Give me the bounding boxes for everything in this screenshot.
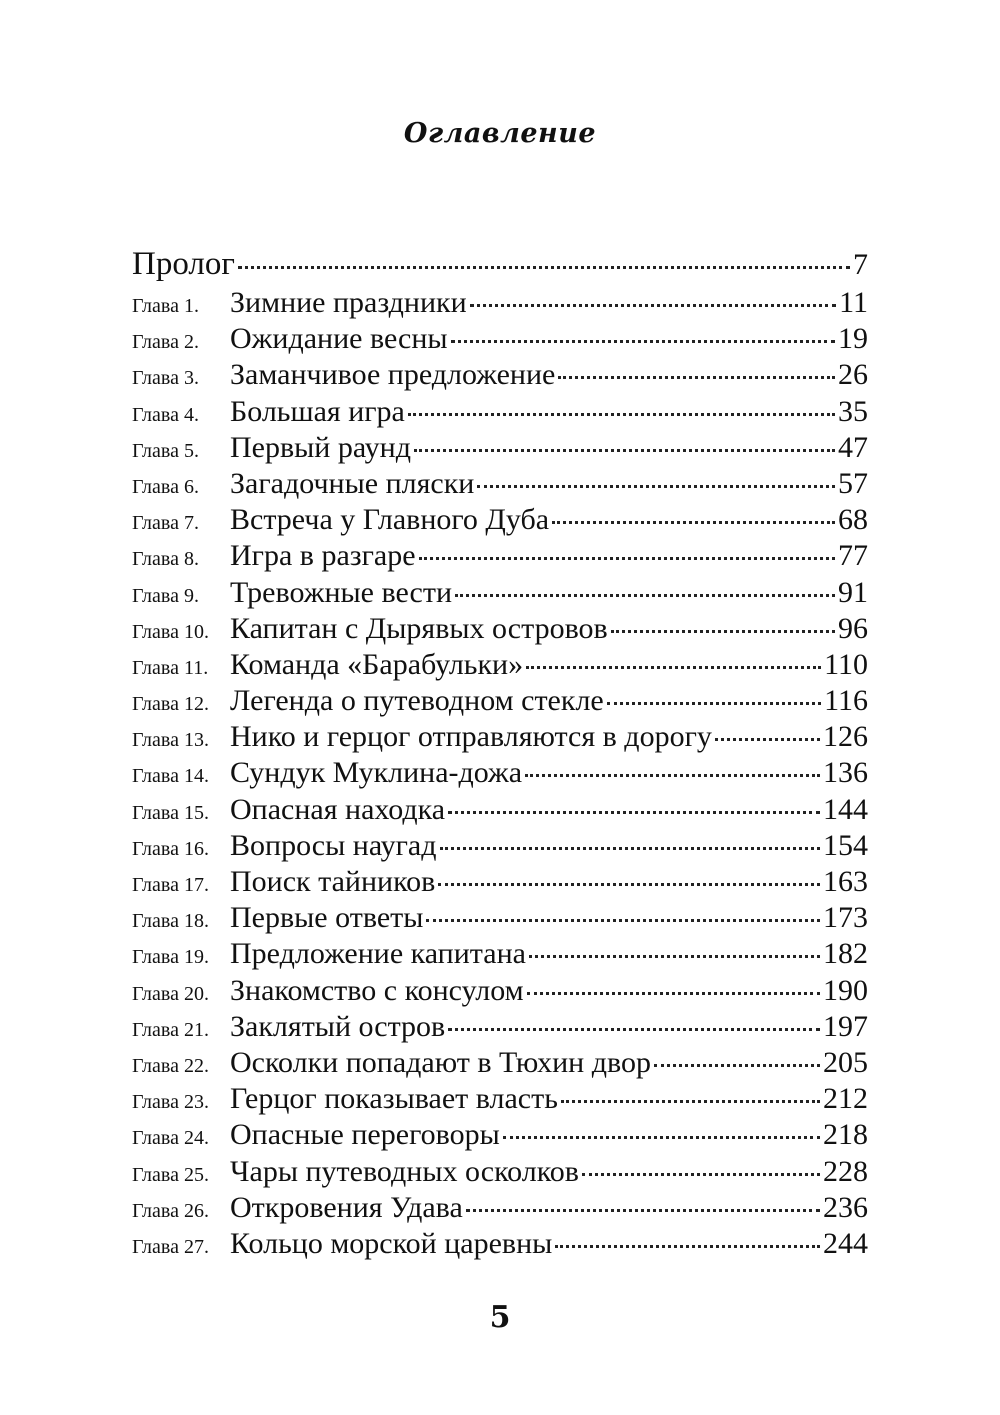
toc-entry-page: 182 bbox=[823, 937, 868, 971]
toc-entry-page: 96 bbox=[838, 611, 868, 645]
chapter-list bbox=[132, 286, 868, 1263]
toc-entry-page: 144 bbox=[823, 792, 868, 826]
toc-row bbox=[132, 684, 868, 720]
toc-entry-label: Глава 13. bbox=[132, 729, 209, 752]
dot-leader bbox=[561, 1100, 820, 1103]
toc-entry-label: Глава 2. bbox=[132, 331, 199, 354]
toc-entry-label: Глава 17. bbox=[132, 874, 209, 896]
toc-row bbox=[132, 1010, 868, 1046]
dot-leader bbox=[607, 702, 821, 705]
toc-entry-title: Легенда о путеводном стекле bbox=[230, 684, 604, 718]
toc-entry-page: 197 bbox=[823, 1009, 868, 1043]
toc-entry-title: Заманчивое предложение bbox=[230, 358, 556, 392]
toc-row bbox=[132, 937, 868, 973]
dot-leader bbox=[503, 1136, 820, 1139]
dot-leader bbox=[470, 304, 836, 307]
dot-leader bbox=[715, 738, 820, 741]
toc-entry-page: 228 bbox=[823, 1154, 868, 1188]
dot-leader bbox=[419, 557, 835, 560]
toc-entry-page: 136 bbox=[823, 756, 868, 790]
toc-row bbox=[132, 612, 868, 648]
toc-entry-page: 218 bbox=[823, 1118, 868, 1152]
toc-entry-label: Глава 25. bbox=[132, 1163, 209, 1186]
toc-entry-label: Глава 16. bbox=[132, 837, 209, 860]
dot-leader bbox=[611, 630, 835, 633]
toc-entry-label: Глава 7. bbox=[132, 512, 199, 535]
toc-row bbox=[132, 358, 868, 394]
toc-entry-page: 244 bbox=[823, 1226, 868, 1260]
dot-leader bbox=[438, 883, 820, 886]
dot-leader bbox=[448, 811, 820, 814]
toc-entry-title: Нико и герцог отправляются в дорогу bbox=[230, 720, 712, 754]
toc-entry-label: Глава 15. bbox=[132, 801, 209, 824]
toc-entry-page: 236 bbox=[823, 1190, 868, 1224]
toc-entry-title: Сундук Муклина-дожа bbox=[230, 756, 523, 790]
toc-row bbox=[132, 503, 868, 539]
toc-entry-page: 77 bbox=[838, 539, 868, 573]
toc-row bbox=[132, 576, 868, 612]
dot-leader bbox=[558, 376, 835, 379]
toc-entry-title: Большая игра bbox=[230, 394, 405, 428]
toc-entry-title: Осколки попадают в Тюхин двор bbox=[230, 1045, 651, 1079]
toc-entry-label: Глава 22. bbox=[132, 1054, 209, 1077]
toc-entry-label: Глава 6. bbox=[132, 475, 199, 498]
toc-entry-label: Глава 27. bbox=[132, 1235, 209, 1258]
toc-row bbox=[132, 1155, 868, 1191]
toc-entry-title: Игра в разгаре bbox=[230, 539, 416, 573]
dot-leader bbox=[466, 1209, 820, 1212]
toc-entry-title: Ожидание весны bbox=[230, 322, 448, 356]
toc-entry-title: Предложение капитана bbox=[230, 937, 526, 971]
toc-entry-label: Глава 8. bbox=[132, 548, 199, 571]
toc-row bbox=[132, 286, 868, 322]
toc-entry-label: Глава 9. bbox=[132, 584, 199, 607]
toc-entry-title: Вопросы наугад bbox=[230, 828, 437, 862]
toc-entry-title: Знакомство с консулом bbox=[230, 973, 524, 1007]
toc-entry-title: Опасные переговоры bbox=[230, 1118, 500, 1152]
toc-entry-label: Глава 3. bbox=[132, 367, 199, 390]
toc-entry-title: Зимние праздники bbox=[230, 286, 467, 319]
toc-entry-title: Встреча у Главного Дуба bbox=[230, 503, 550, 537]
dot-leader bbox=[582, 1173, 820, 1176]
toc-entry-page: 91 bbox=[838, 575, 868, 609]
toc-entry-page: 205 bbox=[823, 1045, 868, 1079]
toc-entry-label: Глава 21. bbox=[132, 1018, 209, 1041]
toc-entry-page: 110 bbox=[824, 647, 868, 681]
toc-entry-label: Глава 24. bbox=[132, 1127, 209, 1150]
dot-leader bbox=[552, 521, 835, 524]
toc-entry-page: 126 bbox=[823, 720, 868, 754]
toc-entry-title: Пролог bbox=[132, 246, 235, 282]
toc-entry-title: Первый раунд bbox=[230, 430, 411, 464]
toc-row bbox=[132, 720, 868, 756]
toc-row bbox=[132, 1227, 868, 1263]
dot-leader bbox=[527, 992, 820, 995]
toc-entry-label: Глава 14. bbox=[132, 765, 209, 788]
toc-entry-label: Глава 18. bbox=[132, 910, 209, 933]
toc-entry-label: Глава 10. bbox=[132, 620, 209, 643]
dot-leader bbox=[477, 485, 835, 488]
dot-leader bbox=[525, 774, 820, 777]
toc-entry-page: 7 bbox=[853, 248, 868, 281]
toc-row bbox=[132, 1191, 868, 1227]
dot-leader bbox=[526, 666, 821, 669]
toc-row bbox=[132, 974, 868, 1010]
page-number: 5 bbox=[489, 1300, 511, 1335]
toc-entry-label: Глава 4. bbox=[132, 403, 199, 426]
dot-leader bbox=[448, 1028, 820, 1031]
toc-entry-title: Капитан с Дырявых островов bbox=[230, 611, 608, 645]
toc-entry-page: 11 bbox=[839, 286, 868, 319]
toc-entry-label: Глава 19. bbox=[132, 946, 209, 969]
toc-entry-label: Глава 20. bbox=[132, 982, 209, 1005]
toc-entry-label: Глава 5. bbox=[132, 439, 199, 462]
toc-row bbox=[132, 793, 868, 829]
toc-entry-title: Чары путеводных осколков bbox=[230, 1154, 579, 1188]
toc-entry-page: 47 bbox=[838, 430, 868, 464]
dot-leader bbox=[408, 413, 835, 416]
toc-row bbox=[132, 901, 868, 937]
toc-entry-page: 116 bbox=[824, 684, 868, 718]
toc-entry-page: 35 bbox=[838, 394, 868, 428]
toc-row bbox=[132, 829, 868, 865]
toc-entry-title: Опасная находка bbox=[230, 792, 446, 826]
toc-entry-title: Загадочные пляски bbox=[230, 466, 475, 500]
toc-entry-title: Кольцо морской царевны bbox=[230, 1226, 553, 1260]
toc-entry-title: Команда «Барабульки» bbox=[230, 647, 524, 681]
toc-row bbox=[132, 1118, 868, 1154]
dot-leader bbox=[529, 955, 820, 958]
toc-row bbox=[132, 1046, 868, 1082]
toc-row bbox=[132, 395, 868, 431]
dot-leader bbox=[440, 847, 820, 850]
toc-entry-title: Поиск тайников bbox=[230, 865, 436, 898]
toc-row bbox=[132, 431, 868, 467]
toc-entry-page: 212 bbox=[823, 1082, 868, 1116]
toc-entry-label: Глава 11. bbox=[132, 656, 209, 679]
toc-row bbox=[132, 467, 868, 503]
toc-entry-label: Глава 12. bbox=[132, 693, 209, 716]
dot-leader bbox=[414, 449, 835, 452]
toc-entry-page: 190 bbox=[823, 973, 868, 1007]
toc-entry-page: 154 bbox=[823, 828, 868, 862]
toc-entry-label: Глава 26. bbox=[132, 1199, 209, 1222]
dot-leader bbox=[426, 919, 820, 922]
dot-leader bbox=[654, 1064, 820, 1067]
toc-entry-title: Герцог показывает власть bbox=[230, 1082, 558, 1116]
dot-leader bbox=[555, 1245, 820, 1248]
dot-leader bbox=[451, 340, 835, 343]
toc-entry-page: 68 bbox=[838, 503, 868, 537]
page-title: Оглавление bbox=[403, 118, 597, 149]
dot-leader bbox=[455, 594, 835, 597]
toc-entry-title: Тревожные вести bbox=[230, 575, 452, 609]
toc-row bbox=[132, 539, 868, 575]
toc-entry-page: 163 bbox=[823, 865, 868, 898]
toc-row bbox=[132, 756, 868, 792]
toc-entry-page: 19 bbox=[838, 322, 868, 356]
toc-entry-label: Глава 23. bbox=[132, 1091, 209, 1114]
toc-row bbox=[132, 648, 868, 684]
toc-entry-title: Откровения Удава bbox=[230, 1190, 463, 1224]
toc-row-prologue bbox=[132, 246, 868, 286]
toc-entry-label: Глава 1. bbox=[132, 295, 199, 317]
toc-entry-page: 26 bbox=[838, 358, 868, 392]
toc-entry-title: Первые ответы bbox=[230, 901, 424, 935]
toc-entry-page: 173 bbox=[823, 901, 868, 935]
toc-entry-title: Заклятый остров bbox=[230, 1009, 446, 1043]
table-of-contents bbox=[132, 246, 868, 1263]
dot-leader bbox=[238, 266, 850, 269]
toc-row bbox=[132, 865, 868, 901]
toc-row bbox=[132, 322, 868, 358]
toc-row bbox=[132, 1082, 868, 1118]
toc-entry-page: 57 bbox=[838, 466, 868, 500]
